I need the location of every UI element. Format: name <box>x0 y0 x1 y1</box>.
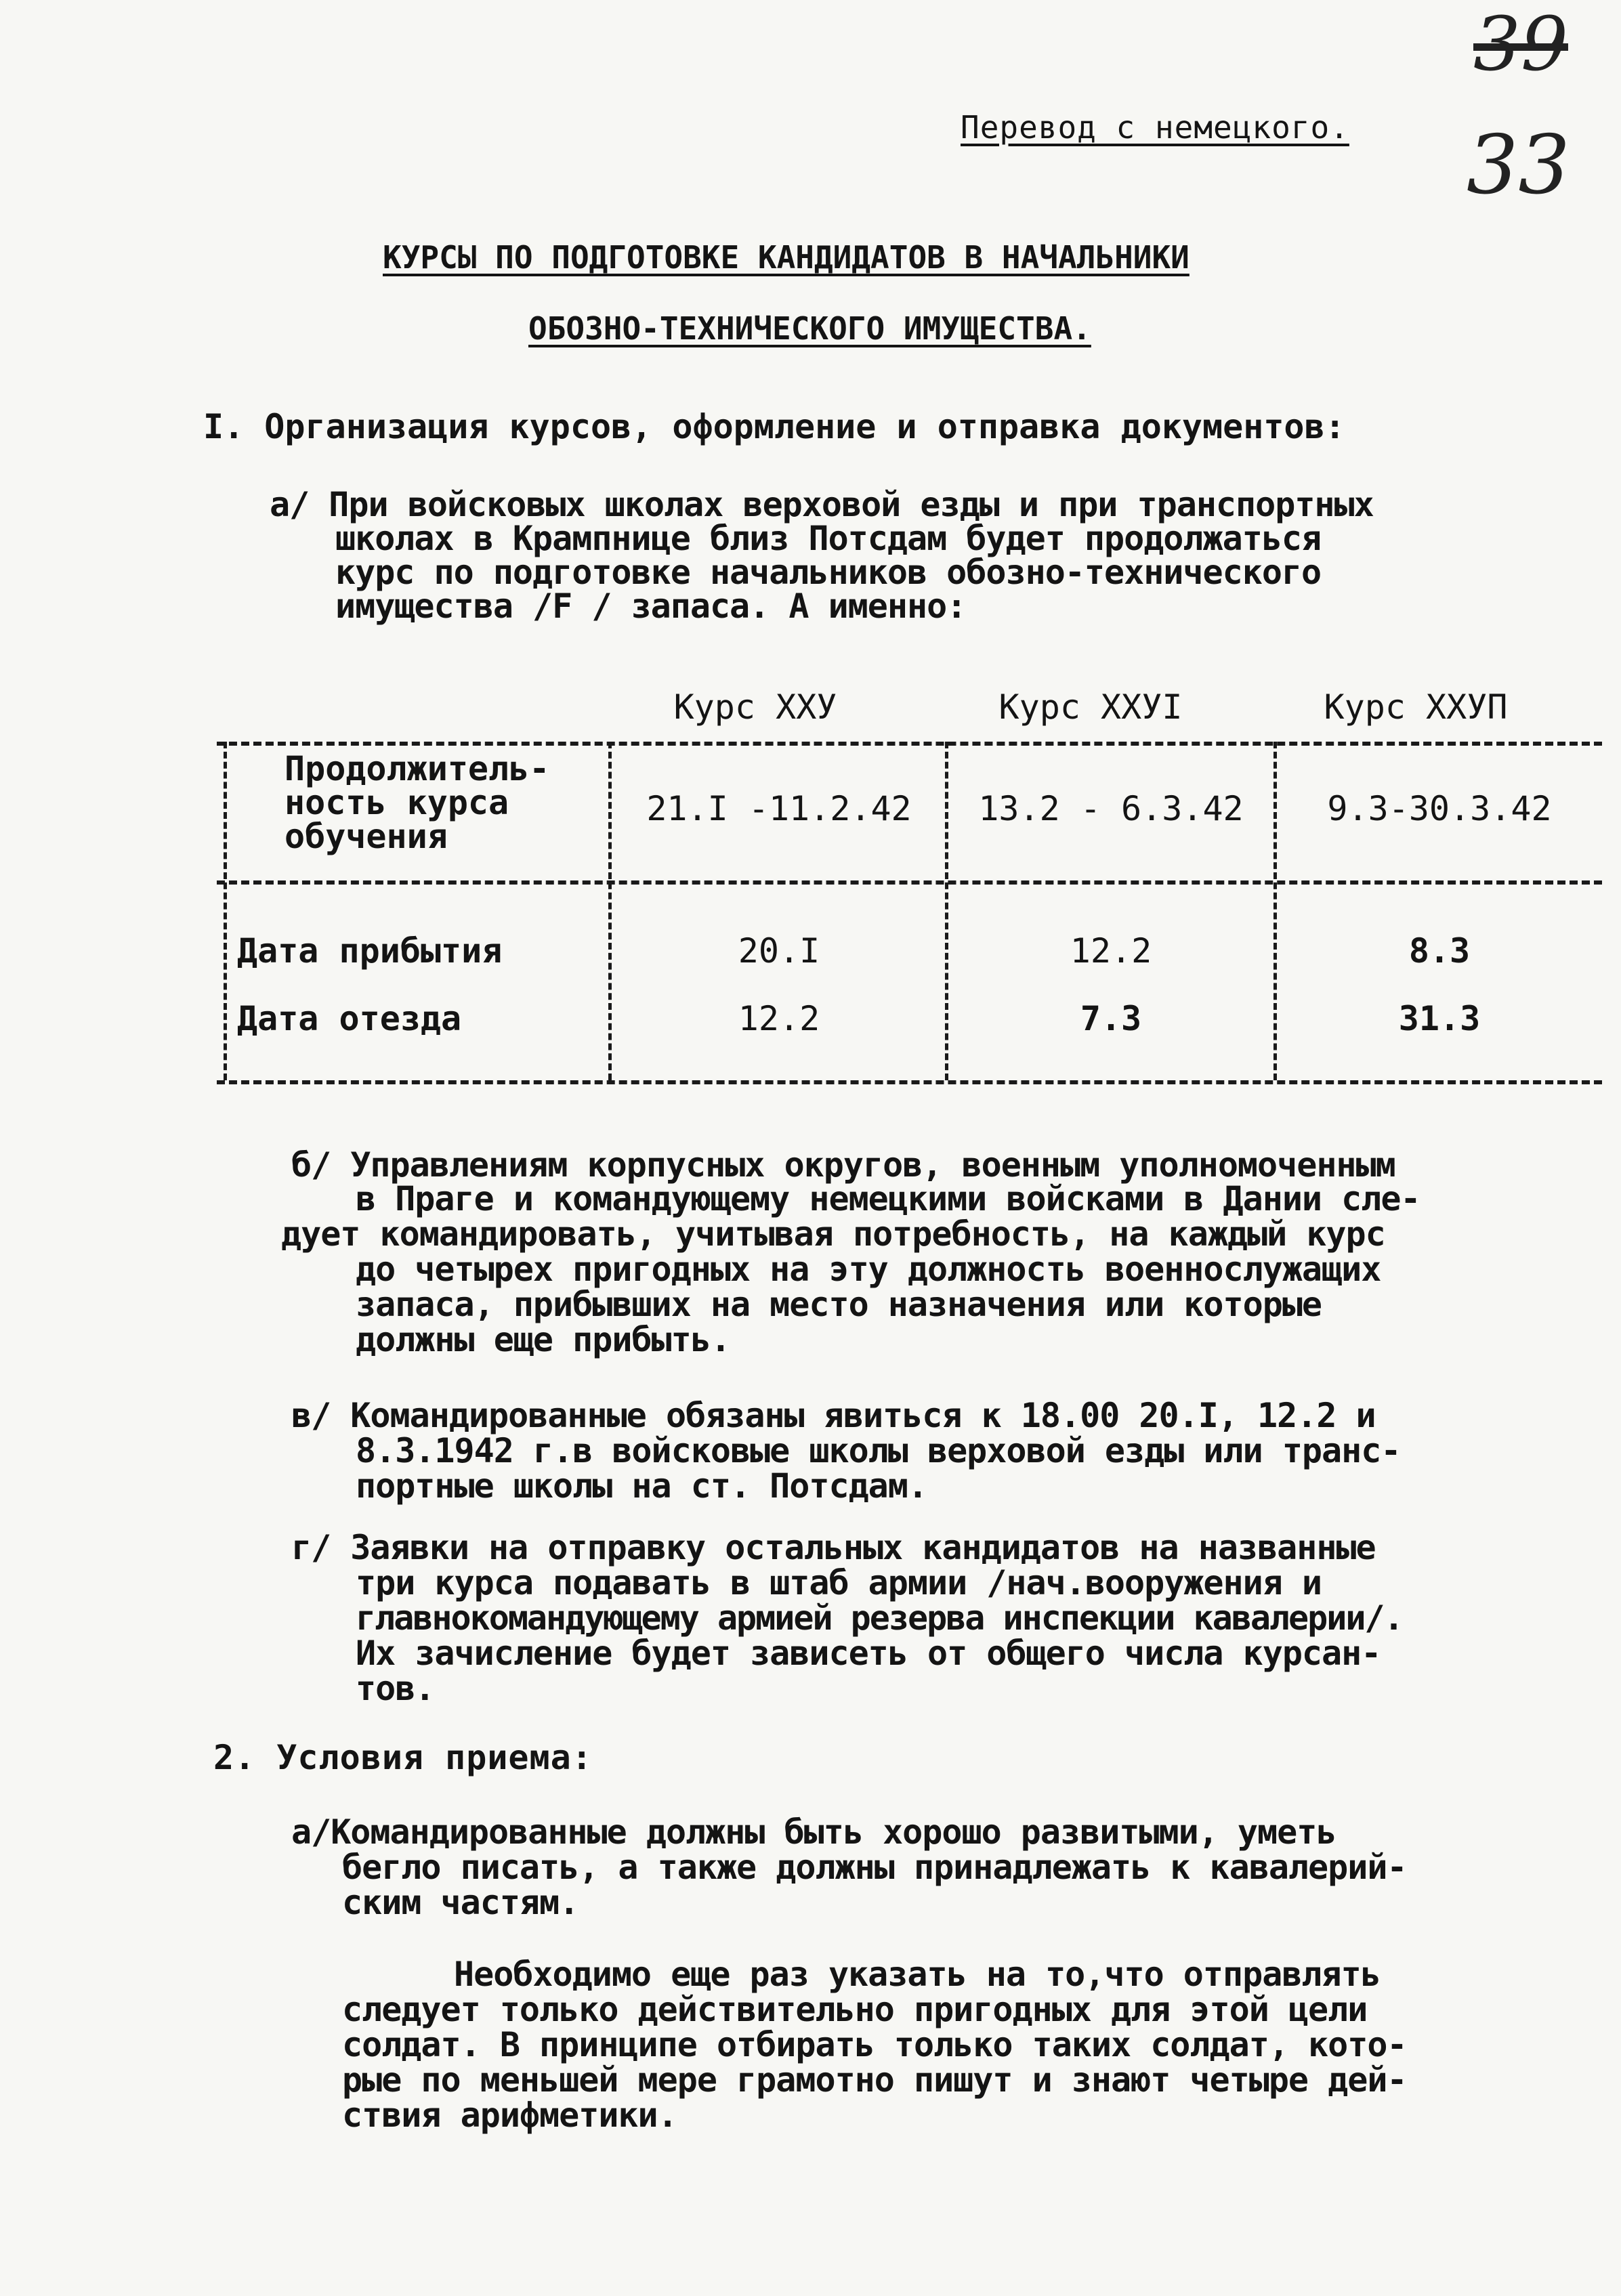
translation-note: Перевод с немецкого. <box>961 109 1349 146</box>
table-row-label: Дата отезда <box>237 999 462 1038</box>
section-2-item-a-line-1: а/Командированные должны быть хорошо развитыми, уметь <box>291 1812 1336 1852</box>
item-g-line-1: г/ Заявки на отправку остальных кандидатов на названные <box>291 1528 1376 1567</box>
table-cell: 7.3 <box>1080 999 1142 1038</box>
section-1-item-a-line-3: курс по подготовке начальников обозно-технического <box>335 553 1322 592</box>
table-row-label: обучения <box>285 817 448 856</box>
table-row-label: Дата прибытия <box>237 931 503 971</box>
section-1-item-a-line-2: школах в Крампнице близ Потсдам будет продолжаться <box>335 519 1322 558</box>
document-title-line-2: ОБОЗНО-ТЕХНИЧЕСКОГО ИМУЩЕСТВА. <box>528 310 1091 347</box>
table-cell: 31.3 <box>1398 999 1481 1038</box>
item-v-line-1: в/ Командированные обязаны явиться к 18.00 20.I, 12.2 и <box>291 1396 1376 1435</box>
item-g-line-4: Их зачисление будет зависеть от общего числа курсан- <box>356 1634 1381 1673</box>
section-1-item-a-line-1: а/ При войсковых школах верховой езды и при транспортных <box>270 485 1374 524</box>
table-cell: 9.3-30.3.42 <box>1327 789 1552 828</box>
item-g-line-2: три курса подавать в штаб армии /нач.вооружения и <box>356 1563 1322 1602</box>
table-cell: 21.I -11.2.42 <box>646 789 912 828</box>
table-row-label: ность курса <box>285 783 509 822</box>
section-1-item-a-line-4: имущества /F / запаса. А именно: <box>335 587 967 626</box>
table-rule-bottom <box>217 1080 1602 1084</box>
item-b-line-6: должны еще прибыть. <box>356 1320 730 1359</box>
item-b-line-5: запаса, прибывших на место назначения или которые <box>356 1285 1322 1324</box>
table-column-header: Курс ХХУП <box>1324 687 1508 727</box>
item-v-line-2: 8.3.1942 г.в войсковые школы верховой езды или транс- <box>356 1431 1401 1470</box>
item-v-line-3: портные школы на ст. Потсдам. <box>356 1466 927 1506</box>
table-rule-vertical <box>224 742 227 1080</box>
table-cell: 13.2 - 6.3.42 <box>978 789 1244 828</box>
item-g-line-3: главнокомандующему армией резерва инспекции кавалерии/. <box>356 1598 1403 1638</box>
section-2-paragraph-line-1: Необходимо еще раз указать на то,что отправлять <box>454 1955 1381 1994</box>
document-title-line-1: КУРСЫ ПО ПОДГОТОВКЕ КАНДИДАТОВ В НАЧАЛЬНИКИ <box>383 239 1190 276</box>
section-2-heading: 2. Условия приема: <box>213 1738 593 1777</box>
table-rule-middle <box>217 880 1602 885</box>
item-b-line-1: б/ Управлениям корпусных округов, военным уполномоченным <box>291 1145 1395 1185</box>
table-column-header: Курс ХХУI <box>998 687 1183 727</box>
section-2-item-a-line-2: бегло писать, а также должны принадлежать к кавалерий- <box>342 1848 1407 1887</box>
item-g-line-5: тов. <box>356 1669 435 1708</box>
page-number-old: 39 <box>1473 1 1568 87</box>
table-rule-vertical <box>608 742 612 1080</box>
section-2-item-a-line-3: ским частям. <box>342 1883 579 1922</box>
table-cell: 12.2 <box>1070 931 1152 971</box>
table-rule-top <box>217 742 1602 746</box>
page-number: 33 <box>1467 119 1570 213</box>
item-b-line-3: дует командировать, учитывая потребность, на каждый курс <box>281 1214 1385 1254</box>
table-cell: 8.3 <box>1408 931 1471 971</box>
table-cell: 12.2 <box>738 999 820 1038</box>
item-b-line-2: в Праге и командующему немецкими войсками в Дании сле- <box>356 1179 1420 1218</box>
section-1-heading: I. Организация курсов, оформление и отправка документов: <box>203 407 1345 446</box>
table-cell: 20.I <box>738 931 820 971</box>
table-row-label: Продолжитель- <box>285 749 550 788</box>
item-b-line-4: до четырех пригодных на эту должность военнослужащих <box>356 1250 1381 1289</box>
section-2-paragraph-line-2: следует только действительно пригодных для этой цели <box>342 1990 1368 2029</box>
section-2-paragraph-line-4: рые по меньшей мере грамотно пишут и знают четыре дей- <box>342 2060 1407 2100</box>
table-column-header: Курс ХХУ <box>673 687 837 727</box>
section-2-paragraph-line-3: солдат. В принципе отбирать только таких солдат, кото- <box>342 2025 1407 2064</box>
section-2-paragraph-line-5: ствия арифметики. <box>342 2096 677 2135</box>
